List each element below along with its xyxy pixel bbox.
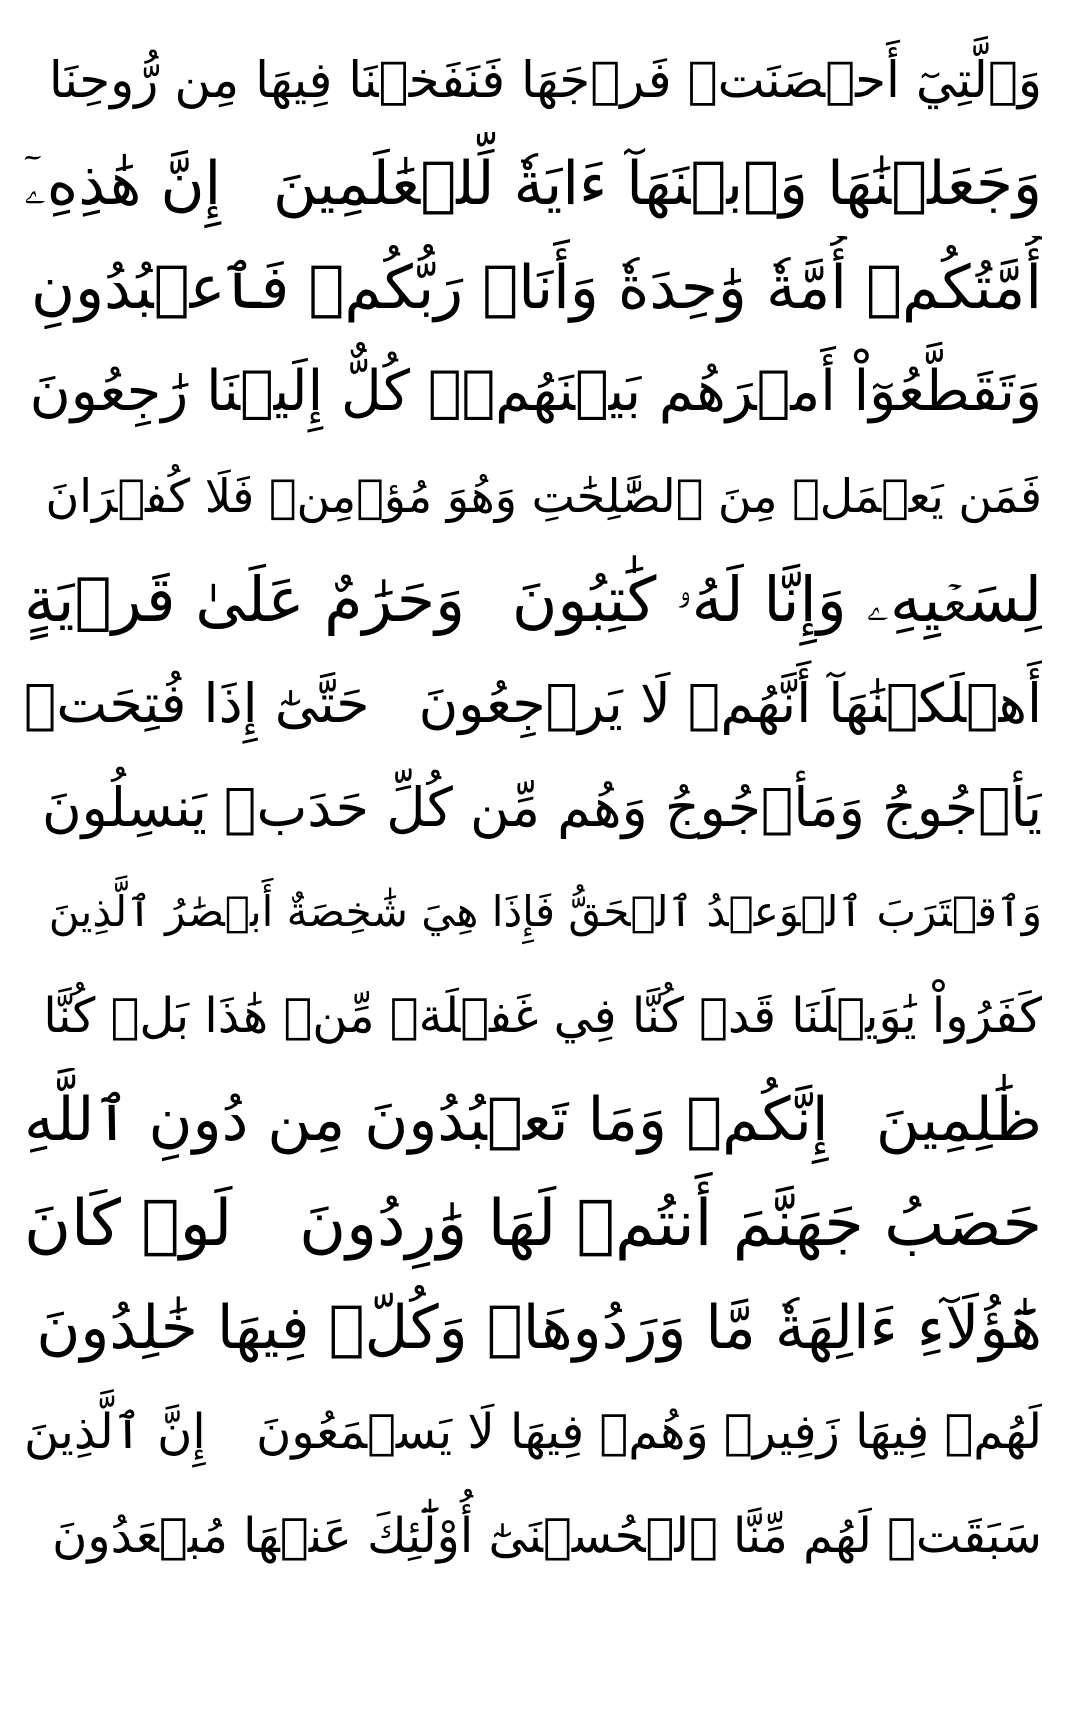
text-line-3 — [24, 236, 1042, 340]
text-line-1 — [24, 28, 1042, 132]
text-segment: وَٱقۡتَرَبَ ٱلۡوَعۡدُ ٱلۡحَقُّ فَإِذَا هِيَ شَٰخِصَةٌ أَبۡصَٰرُ ٱلَّذِينَ — [48, 887, 1042, 936]
text-segment: لَهُمۡ فِيهَا زَفِيرٞ وَهُمۡ فِيهَا لَا يَسۡمَعُونَ — [256, 1404, 1042, 1460]
text-segment: حَصَبُ جَهَنَّمَ أَنتُمۡ لَهَا وَٰرِدُونَ — [299, 1187, 1042, 1261]
text-line-2 — [24, 132, 1042, 236]
text-line-7 — [24, 652, 1042, 756]
text-line-11 — [24, 1068, 1042, 1172]
text-segment: وَتَقَطَّعُوٓاْ أَمۡرَهُم بَيۡنَهُمۡۖ كُلٌّ إِلَيۡنَا رَٰجِعُونَ — [29, 359, 1042, 424]
text-line-9 — [24, 860, 1042, 964]
text-segment: إِنَّ ٱلَّذِينَ — [24, 1404, 206, 1460]
text-line-5 — [24, 444, 1042, 548]
text-line-10 — [24, 964, 1042, 1068]
text-line-14 — [24, 1380, 1042, 1484]
text-segment: لِسَعۡيِهِۦ وَإِنَّا لَهُۥ كَٰتِبُونَ — [511, 563, 1042, 636]
text-line-4 — [24, 340, 1042, 444]
text-segment: ظَٰلِمِينَ — [875, 1085, 1042, 1155]
text-segment: لَوۡ كَانَ — [24, 1187, 233, 1261]
text-segment: سَبَقَتۡ لَهُم مِّنَّا ٱلۡحُسۡنَىٰٓ أُوْلَٰٓئِكَ عَنۡهَا مُبۡعَدُونَ — [52, 1508, 1042, 1564]
text-segment: أَهۡلَكۡنَٰهَآ أَنَّهُمۡ لَا يَرۡجِعُونَ — [418, 672, 1042, 735]
text-segment: هَٰٓؤُلَآءِ ءَالِهَةٗ مَّا وَرَدُوهَاۖ وَكُلّٞ فِيهَا خَٰلِدُونَ — [36, 1293, 1042, 1363]
text-segment: وَٱلَّتِيٓ أَحۡصَنَتۡ فَرۡجَهَا فَنَفَخۡنَا فِيهَا مِن رُّوحِنَا — [48, 51, 1042, 109]
text-segment: أُمَّتُكُمۡ أُمَّةٗ وَٰحِدَةٗ وَأَنَا۠ رَبُّكُمۡ فَٱعۡبُدُونِ — [31, 253, 1042, 323]
text-line-12 — [24, 1172, 1042, 1276]
text-line-13 — [24, 1276, 1042, 1380]
text-segment: كَفَرُواْ يَٰوَيۡلَنَا قَدۡ كُنَّا فِي غَفۡلَةٖ مِّنۡ هَٰذَا بَلۡ كُنَّا — [43, 988, 1042, 1044]
text-line-15 — [24, 1484, 1042, 1588]
text-line-8 — [24, 756, 1042, 860]
text-segment: يَأۡجُوجُ وَمَأۡجُوجُ وَهُم مِّن كُلِّ حَدَبٖ يَنسِلُونَ — [41, 776, 1042, 839]
text-segment: إِنَّ هَٰذِهِۦٓ — [24, 149, 222, 219]
text-segment: إِنَّكُمۡ وَمَا تَعۡبُدُونَ مِن دُونِ ٱللَّهِ — [24, 1085, 829, 1155]
text-line-6 — [24, 548, 1042, 652]
text-segment: فَمَن يَعۡمَلۡ مِنَ ٱلصَّٰلِحَٰتِ وَهُوَ مُؤۡمِنٞ فَلَا كُفۡرَانَ — [45, 469, 1042, 523]
text-segment: وَجَعَلۡنَٰهَا وَٱبۡنَهَآ ءَايَةٗ لِّلۡعَٰلَمِينَ — [272, 149, 1042, 219]
text-segment: وَحَرَٰمٌ عَلَىٰ قَرۡيَةٍ — [24, 563, 466, 636]
text-segment: حَتَّىٰٓ إِذَا فُتِحَتۡ — [24, 672, 370, 735]
